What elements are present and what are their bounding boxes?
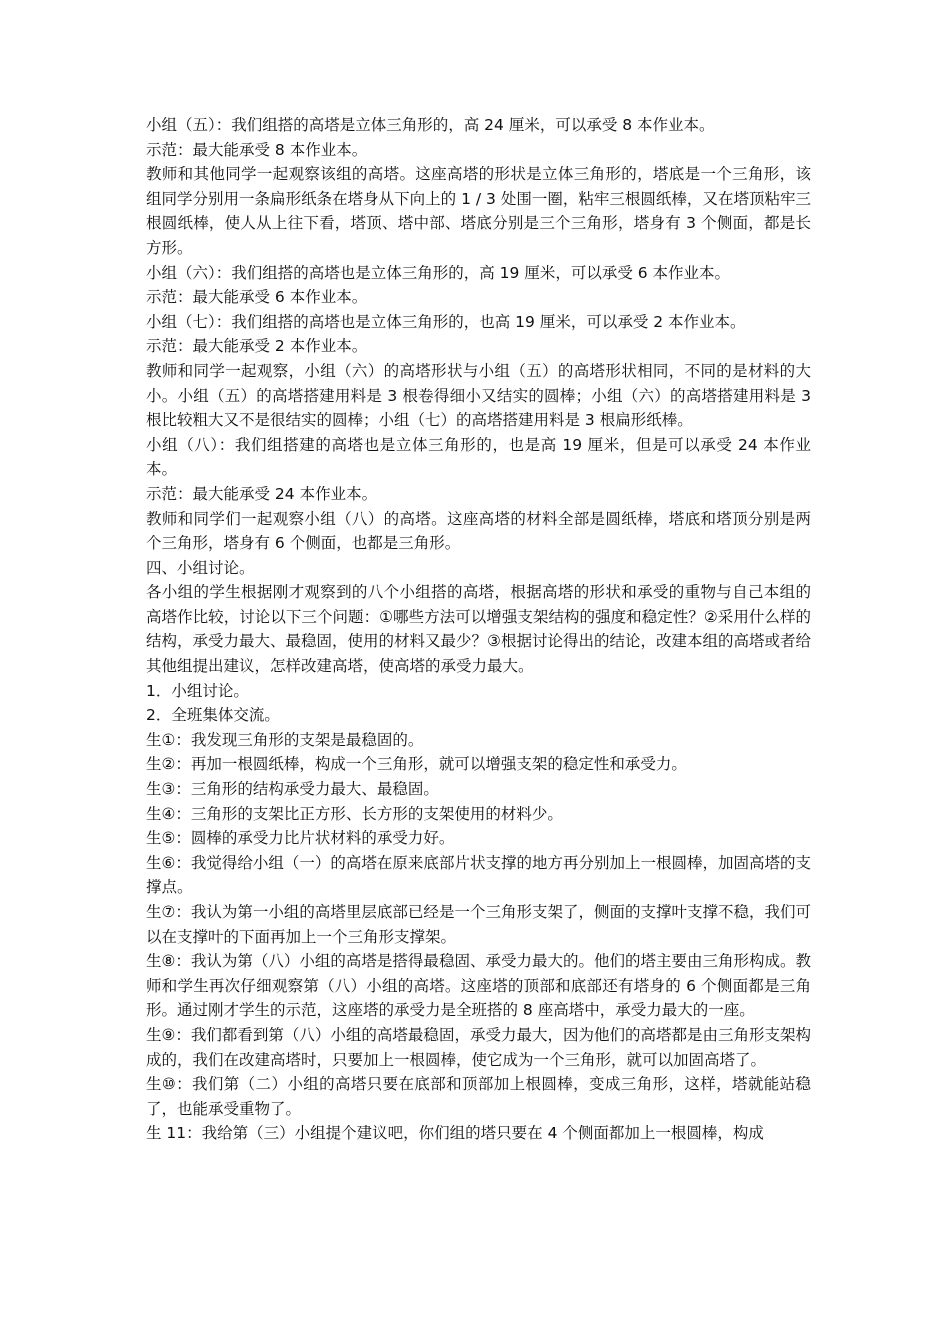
paragraph: 小组（七）：我们组搭的高塔也是立体三角形的，也高 19 厘米，可以承受 2 本作业本。 <box>146 312 746 331</box>
list-item: 1．小组讨论。 <box>146 681 249 700</box>
student-remark: 生⑥：我觉得给小组（一）的高塔在原来底部片状支撑的地方再分别加上一根圆棒，加固高塔的支撑点。 <box>146 853 811 897</box>
paragraph: 小组（五）：我们组搭的高塔是立体三角形的，高 24 厘米，可以承受 8 本作业本。 <box>146 116 715 134</box>
student-remark: 生 11：我给第（三）小组提个建议吧，你们组的塔只要在 4 个侧面都加上一根圆棒，构成 <box>146 1124 764 1143</box>
paragraph: 示范：最大能承受 8 本作业本。 <box>146 140 368 159</box>
student-remark: 生⑨：我们都看到第（八）小组的高塔最稳固，承受力最大，因为他们的高塔都是由三角形支架构成的，我们在改建高塔时，只要加上一根圆棒，使它成为一个三角形，就可以加固高塔了。 <box>146 1025 811 1069</box>
student-remark: 生②：再加一根圆纸棒，构成一个三角形，就可以增强支架的稳定性和承受力。 <box>146 755 687 774</box>
student-remark: 生④：三角形的支架比正方形、长方形的支架使用的材料少。 <box>146 804 563 823</box>
student-remark: 生⑤：圆棒的承受力比片状材料的承受力好。 <box>146 829 455 848</box>
paragraph: 教师和同学一起观察，小组（六）的高塔形状与小组（五）的高塔形状相同，不同的是材料的大小。小组（五）的高塔搭建用料是 3 根卷得细小又结实的圆棒；小组（六）的高塔搭建用料是 3 根比较粗大又不是很结实的圆棒；小组（七）的高塔搭建用料是 3 根扁形纸棒。 <box>146 361 811 430</box>
paragraph: 示范：最大能承受 24 本作业本。 <box>146 484 378 503</box>
paragraph: 教师和同学们一起观察小组（八）的高塔。这座高塔的材料全部是圆纸棒，塔底和塔顶分别是两个三角形，塔身有 6 个侧面，也都是三角形。 <box>146 509 811 553</box>
student-remark: 生⑩：我们第（二）小组的高塔只要在底部和顶部加上根圆棒，变成三角形，这样，塔就能站稳了，也能承受重物了。 <box>146 1075 811 1118</box>
paragraph: 教师和其他同学一起观察该组的高塔。这座高塔的形状是立体三角形的，塔底是一个三角形，该组同学分别用一条扁形纸条在塔身从下向上的 1 / 3 处围一圈，粘牢三根圆纸棒，又在塔顶粘牢三根圆纸棒，使人从上往下看，塔顶、塔中部、塔底分别是三个三角形，塔身有 3 个侧面，都是长方形。 <box>146 165 811 257</box>
paragraph: 小组（八）：我们组搭建的高塔也是立体三角形的，也是高 19 厘米，但是可以承受 24 本作业本。 <box>146 435 811 479</box>
section-heading: 四、小组讨论。 <box>146 558 255 577</box>
document-page <box>146 113 811 1146</box>
student-remark: 生③：三角形的结构承受力最大、最稳固。 <box>146 780 439 799</box>
student-remark: 生⑧：我认为第（八）小组的高塔是搭得最稳固、承受力最大的。他们的塔主要由三角形构成。教师和学生再次仔细观察第（八）小组的高塔。这座塔的顶部和底部还有塔身的 6 个侧面都是三角形。通过刚才学生的示范，这座塔的承受力是全班搭的 8 座高塔中，承受力最大的一座。 <box>146 952 811 1020</box>
list-item: 2．全班集体交流。 <box>146 706 280 725</box>
student-remark: 生⑦：我认为第一小组的高塔里层底部已经是一个三角形支架了，侧面的支撑叶支撑不稳，我们可以在支撑叶的下面再加上一个三角形支撑架。 <box>146 903 811 946</box>
paragraph: 各小组的学生根据刚才观察到的八个小组搭的高塔，根据高塔的形状和承受的重物与自己本组的高塔作比较，讨论以下三个问题：①哪些方法可以增强支架结构的强度和稳定性？②采用什么样的结构，承受力最大、最稳固，使用的材料又最少？③根据讨论得出的结论，改建本组的高塔或者给其他组提出建议，怎样改建高塔，使高塔的承受力最大。 <box>146 583 811 676</box>
student-remark: 生①：我发现三角形的支架是最稳固的。 <box>146 730 424 749</box>
paragraph: 示范：最大能承受 2 本作业本。 <box>146 337 368 356</box>
paragraph: 小组（六）：我们组搭的高塔也是立体三角形的，高 19 厘米，可以承受 6 本作业本。 <box>146 263 731 282</box>
paragraph: 示范：最大能承受 6 本作业本。 <box>146 288 368 307</box>
